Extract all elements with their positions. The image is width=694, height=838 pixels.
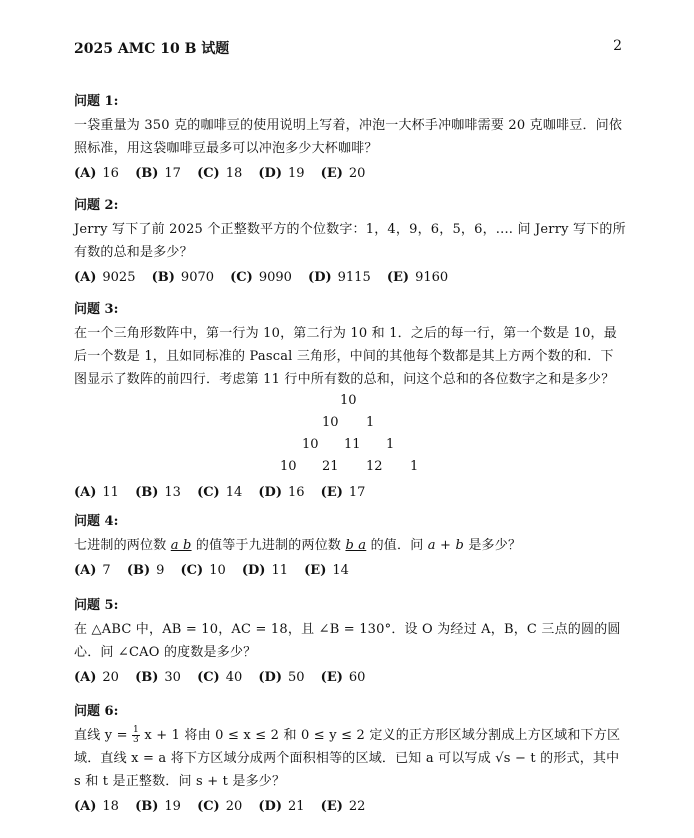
problem-2	[74, 196, 626, 288]
problem-title: 问题 6:	[74, 704, 119, 719]
answer-choices	[74, 164, 626, 184]
page-header	[74, 38, 622, 58]
problem-5	[74, 596, 626, 688]
triangle-cell: 10	[280, 459, 297, 474]
problem-text: 在 △ABC 中，AB = 10，AC = 18，且 ∠B = 130°．设 O 为经过 A，B，C 三点的圆的圆心．问 ∠CAO 的度数是多少？	[74, 622, 621, 660]
choice-b: (B) 9	[126, 563, 165, 578]
triangle-cell: 1	[410, 459, 419, 474]
number-triangle	[74, 391, 626, 479]
answer-choices	[74, 483, 626, 503]
choice-d: (D) 9115	[308, 270, 371, 285]
choice-b: (B) 19	[135, 799, 181, 814]
choice-a: (A) 16	[74, 166, 119, 181]
choice-e: (E) 17	[320, 485, 366, 500]
problem-text: 一袋重量为 350 克的咖啡豆的使用说明上写着，冲泡一大杯手冲咖啡需要 20 克咖啡豆．问依照标准，用这袋咖啡豆最多可以冲泡多少大杯咖啡？	[74, 118, 623, 156]
answer-choices	[74, 668, 626, 688]
choice-a: (A) 9025	[74, 270, 136, 285]
math-var-ba: b a	[345, 538, 367, 553]
choice-e: (E) 20	[320, 166, 366, 181]
choice-b: (B) 30	[135, 670, 181, 685]
choice-d: (D) 19	[258, 166, 305, 181]
choice-c: (C) 10	[180, 563, 226, 578]
choice-d: (D) 11	[241, 563, 288, 578]
answer-choices	[74, 561, 626, 581]
triangle-cell: 10	[322, 415, 339, 430]
choice-b: (B) 13	[135, 485, 181, 500]
choice-c: (C) 20	[197, 799, 243, 814]
problem-text: Jerry 写下了前 2025 个正整数平方的个位数字：1，4，9，6，5，6，.... 问 Jerry 写下的所有数的总和是多少？	[74, 222, 626, 260]
choice-e: (E) 60	[320, 670, 366, 685]
problem-6	[74, 702, 626, 817]
choice-b: (B) 9070	[151, 270, 215, 285]
problem-title: 问题 3:	[74, 302, 119, 317]
choice-e: (E) 14	[304, 563, 349, 578]
choice-c: (C) 9090	[230, 270, 292, 285]
choice-a: (A) 20	[74, 670, 119, 685]
problem-text: 在一个三角形数阵中，第一行为 10，第二行为 10 和 1．之后的每一行，第一个数是 10，最后一个数是 1，且如同标准的 Pascal 三角形，中间的其他每个数都是其上方两个数的和．下图显示了数阵的前四行．考虑第 11 行中所有数的总和，问这个总和的各位数字之和是多少？	[74, 326, 617, 387]
choice-a: (A) 7	[74, 563, 111, 578]
choice-d: (D) 21	[258, 799, 305, 814]
math-var-ab: a b	[170, 538, 192, 553]
problem-4	[74, 512, 626, 581]
choice-d: (D) 16	[258, 485, 305, 500]
triangle-cell: 11	[344, 437, 361, 452]
problem-title: 问题 2:	[74, 198, 119, 213]
triangle-cell: 21	[322, 459, 339, 474]
choice-e: (E) 9160	[386, 270, 449, 285]
problem-title: 问题 1:	[74, 94, 119, 109]
page-number: 2	[613, 38, 622, 54]
choice-e: (E) 22	[320, 799, 366, 814]
triangle-cell: 12	[366, 459, 383, 474]
problem-title: 问题 4:	[74, 514, 119, 529]
problem-title: 问题 5:	[74, 598, 119, 613]
triangle-cell: 10	[340, 393, 357, 408]
math-expr: a + b	[427, 538, 464, 553]
choice-c: (C) 14	[197, 485, 243, 500]
header-title: 2025 AMC 10 B 试题	[74, 41, 230, 57]
triangle-cell: 1	[386, 437, 395, 452]
choice-a: (A) 11	[74, 485, 119, 500]
answer-choices	[74, 268, 626, 288]
problem-text: 七进制的两位数 a b 的值等于九进制的两位数 b a 的值．问 a + b 是多少？	[74, 538, 522, 553]
answer-choices	[74, 797, 626, 817]
choice-d: (D) 50	[258, 670, 305, 685]
choice-b: (B) 17	[135, 166, 181, 181]
triangle-cell: 1	[366, 415, 375, 430]
choice-a: (A) 18	[74, 799, 119, 814]
choice-c: (C) 18	[197, 166, 243, 181]
fraction-one-third: $\frac{1}{3}$	[133, 725, 139, 745]
triangle-cell: 10	[302, 437, 319, 452]
problem-text: 直线 y = $\frac{1}{3}$ x + 1 将由 0 ≤ x ≤ 2 和 0 ≤ y ≤ 2 定义的正方形区域分割成上方区域和下方区域．直线 x = a 将下方区域分成两个面积相等的区域．已知 a 可以写成 √s − t 的形式，其中 s 和 t 是正整数．问 s + t 是多少？	[74, 725, 621, 789]
problem-1	[74, 92, 626, 184]
choice-c: (C) 40	[197, 670, 243, 685]
problem-3	[74, 300, 626, 503]
